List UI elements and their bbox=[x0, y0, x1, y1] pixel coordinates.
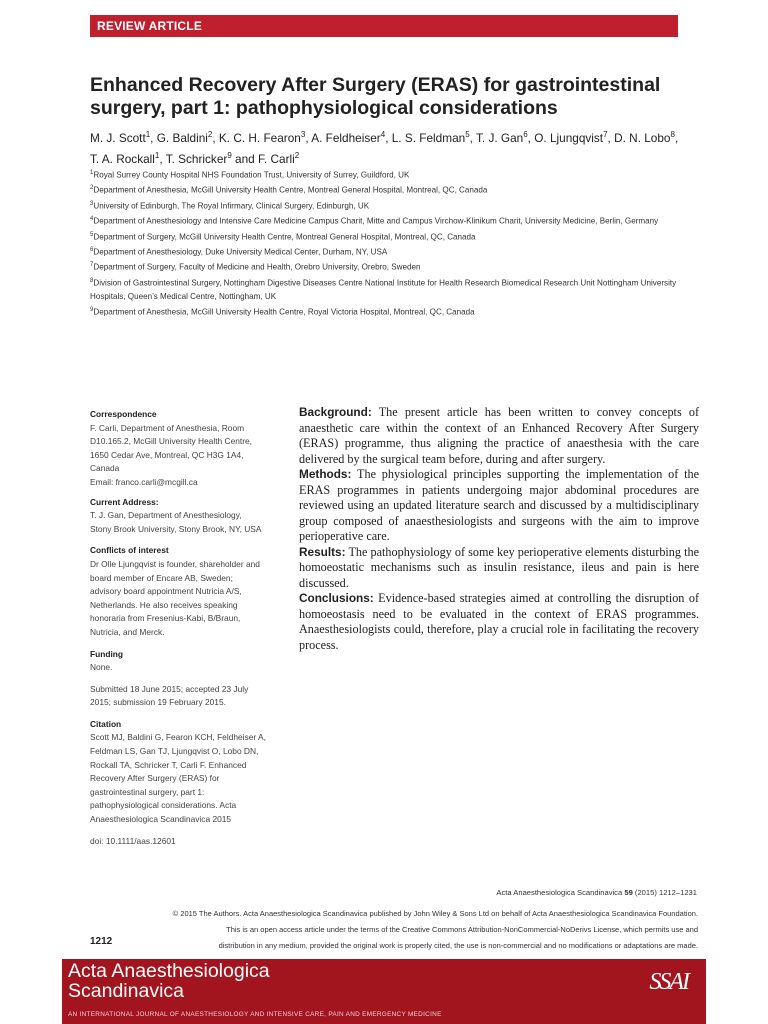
affiliation-text: Department of Surgery, McGill University Health Centre, Montreal General Hospital, Montreal, QC, Canada bbox=[93, 232, 476, 242]
affiliation-text: Division of Gastrointestinal Surgery, Nottingham Digestive Diseases Centre National Institute for Health Research Biomedical Research Unit Nottingham University Hospitals, Queen’s Medical Centre, Nottingham, UK bbox=[90, 278, 677, 302]
results-label: Results: bbox=[299, 544, 346, 559]
doi-link[interactable]: doi: 10.1111/aas.12601 bbox=[90, 835, 176, 846]
abstract-results bbox=[299, 545, 699, 592]
license-line-1: This is an open access article under the terms of the Creative Commons Attribution-NonCommercial-NoDerivs License, which permits use and bbox=[226, 925, 698, 934]
funding-heading: Funding bbox=[90, 648, 124, 659]
citation-heading: Citation bbox=[90, 718, 122, 729]
conclusions-label: Conclusions: bbox=[299, 591, 374, 605]
correspondence-text: F. Carli, Department of Anesthesia, Room D10.165.2, McGill University Health Centre, 1650 Cedar Ave, Montreal, QC H3G 1A4, Canada Email: franco.carli@mcgill.ca bbox=[90, 422, 252, 487]
affiliation-item bbox=[90, 198, 690, 213]
affiliation-number: 3 bbox=[90, 200, 94, 207]
author-name: T. J. Gan bbox=[475, 130, 524, 145]
affiliation-number: 1 bbox=[90, 170, 94, 176]
author-affiliation-marker: 1 bbox=[145, 130, 151, 139]
journal-name-line-2: Scandinavica bbox=[68, 980, 184, 1002]
author-list: M. J. Scott$^1$, G. Baldini$^2$, K. C. H. Fearon$^3$, A. Feldheiser$^4$, L. S. Feldman$^5$, T. J. Gan$^6$, O. Ljungqvist$^7$, D. N. Lobo$^8$, T. A. Rockall$^1$, T. Schricker$^9$ and F. Carli$^2$ bbox=[90, 130, 679, 166]
background-label: Background: bbox=[299, 405, 372, 419]
affiliation-number: 2 bbox=[90, 185, 94, 192]
affiliation-text: Royal Surrey County Hospital NHS Foundation Trust, University of Surrey, Guildford, UK bbox=[93, 170, 410, 180]
author-affiliation-marker: 8 bbox=[670, 130, 675, 139]
affiliation-item bbox=[90, 275, 690, 304]
author-affiliation-marker: 4 bbox=[380, 130, 386, 139]
ssai-logo: SSAI bbox=[649, 969, 688, 995]
article-title: Enhanced Recovery After Surgery (ERAS) for gastrointestinal surgery, part 1: pathophysiological considerations bbox=[90, 74, 661, 119]
author-affiliation-marker: 6 bbox=[523, 130, 528, 139]
author-affiliation-marker: 7 bbox=[603, 130, 608, 139]
author-name: F. Carli bbox=[258, 151, 295, 166]
affiliation-item bbox=[90, 213, 690, 228]
author-name: M. J. Scott bbox=[90, 130, 146, 145]
submission-dates: Submitted 18 June 2015; accepted 23 July 2015; submission 19 February 2015. bbox=[90, 683, 249, 708]
author-affiliation-marker: 3 bbox=[300, 130, 306, 139]
author-affiliation-marker: 1 bbox=[154, 150, 160, 160]
affiliation-item bbox=[90, 167, 690, 182]
current-address-heading: Current Address: bbox=[90, 496, 159, 507]
journal-name-line-1: Acta Anaesthesiologica bbox=[68, 960, 270, 982]
page-number: 1212 bbox=[90, 936, 113, 947]
author-name: D. N. Lobo bbox=[614, 130, 671, 145]
author-affiliation-marker: 2 bbox=[294, 150, 300, 160]
affiliation-number: 8 bbox=[90, 277, 94, 284]
affiliation-list bbox=[90, 167, 690, 319]
affiliation-number: 9 bbox=[90, 306, 94, 313]
affiliation-item bbox=[90, 259, 690, 274]
copyright-line: © 2015 The Authors. Acta Anaesthesiologica Scandinavica published by John Wiley & Sons Ltd on behalf of Acta Anaesthesiologica Scandinavica Foundation. bbox=[172, 909, 698, 918]
affiliation-text: Department of Anesthesiology and Intensive Care Medicine Campus Charit, Mitte and Campus Virchow-Klinikum Charit, University Medicine, Berlin, Germany bbox=[93, 216, 659, 226]
affiliation-text: Department of Anesthesia, McGill University Health Centre, Montreal General Hospital, Montreal, QC, Canada bbox=[93, 186, 488, 196]
author-affiliation-marker: 9 bbox=[227, 150, 232, 160]
affiliation-text: University of Edinburgh, The Royal Infirmary, Clinical Surgery, Edinburgh, UK bbox=[93, 201, 370, 211]
abstract bbox=[299, 405, 699, 653]
author-name: G. Baldini bbox=[156, 130, 208, 145]
conflicts-heading: Conflicts of interest bbox=[90, 545, 169, 556]
author-name: A. Feldheiser bbox=[311, 130, 381, 145]
author-name: T. A. Rockall bbox=[90, 151, 155, 166]
abstract-conclusions bbox=[299, 591, 699, 653]
abstract-methods bbox=[299, 467, 699, 545]
license-block bbox=[90, 906, 698, 954]
current-address-text: T. J. Gan, Department of Anesthesiology, Stony Brook University, Stony Brook, NY, USA bbox=[90, 510, 262, 534]
author-name: T. Schricker bbox=[165, 151, 228, 166]
author-name: O. Ljungqvist bbox=[534, 130, 604, 145]
conclusions-text: Evidence-based strategies aimed at controlling the disruption of homoeostasis need to be evaluated in the context of ERAS programmes. Anaesthesiologists could, therefore, play a crucial role in facilitating the recovery process. bbox=[299, 591, 699, 652]
license-line-2: distribution in any medium, provided the original work is properly cited, the use is non-commercial and no modifications or adaptations are made. bbox=[218, 941, 698, 950]
article-info-sidebar bbox=[90, 408, 290, 848]
article-type-banner: REVIEW ARTICLE bbox=[90, 15, 678, 37]
affiliation-text: Department of Anesthesiology, Duke University Medical Center, Durham, NY, USA bbox=[93, 247, 388, 257]
affiliation-item bbox=[90, 304, 690, 319]
methods-label: Methods: bbox=[299, 467, 352, 481]
affiliation-item bbox=[90, 244, 690, 259]
funding-text: None. bbox=[90, 662, 113, 673]
affiliation-number: 6 bbox=[90, 246, 94, 253]
journal-tagline: AN INTERNATIONAL JOURNAL OF ANAESTHESIOLOGY AND INTENSIVE CARE, PAIN AND EMERGENCY MEDICINE bbox=[68, 1011, 442, 1018]
conflicts-text: Dr Olle Ljungqvist is founder, shareholder and board member of Encare AB, Sweden; advisory board appointment Nutricia A/S, Netherlands. He also receives speaking honoraria from Fresenius-Kabi, B/Braun, Nutricia, and Merck. bbox=[90, 558, 260, 637]
results-text: The pathophysiology of some key perioperative elements disturbing the homoeostatic mechanisms such as insulin resistance, ileus and pain is here discussed. bbox=[299, 544, 700, 590]
methods-text: The physiological principles supporting the implementation of the ERAS programmes in patients undergoing major abdominal procedures are reviewed using an updated literature search and discussed by a multidisciplinary group composed of anaesthesiologists and surgeons with the aim to improve perioperative care. bbox=[299, 467, 699, 543]
author-affiliation-marker: 5 bbox=[465, 130, 470, 139]
journal-reference bbox=[496, 888, 697, 897]
citation-text: Scott MJ, Baldini G, Fearon KCH, Feldheiser A, Feldman LS, Gan TJ, Ljungqvist O, Lobo DN, Rockall TA, Schricker T, Carli F. Enhanced Recovery After Surgery (ERAS) for gastrointestinal surgery, part 1: pathophysiological considerations. Acta Anaesthesiologica Scandinavica 2015 bbox=[90, 732, 266, 825]
affiliation-number: 7 bbox=[90, 262, 94, 269]
journal-ref-name: Acta Anaesthesiologica Scandinavica bbox=[496, 888, 623, 897]
author-name: K. C. H. Fearon bbox=[218, 130, 301, 145]
correspondence-heading: Correspondence bbox=[90, 409, 157, 419]
journal-footer-banner bbox=[62, 959, 706, 1024]
affiliation-text: Department of Anesthesia, McGill University Health Centre, Royal Victoria Hospital, Montreal, QC, Canada bbox=[93, 307, 475, 317]
abstract-background bbox=[299, 405, 699, 467]
journal-ref-pages: (2015) 1212–1231 bbox=[634, 888, 697, 897]
affiliation-number: 5 bbox=[90, 231, 94, 238]
affiliation-item bbox=[90, 229, 690, 244]
background-text: The present article has been written to convey concepts of anaesthetic care within the context of an Enhanced Recovery After Surgery (ERAS) programme, thus aligning the practice of anaesthesia with the care delivered by the surgical team before, during and after surgery. bbox=[299, 405, 700, 466]
affiliation-number: 4 bbox=[90, 216, 94, 223]
author-affiliation-marker: 2 bbox=[207, 130, 213, 139]
journal-name bbox=[68, 961, 270, 1001]
journal-volume: 59 bbox=[624, 888, 633, 897]
affiliation-text: Department of Surgery, Faculty of Medicine and Health, Orebro University, Orebro, Sweden bbox=[93, 263, 421, 273]
author-name: L. S. Feldman bbox=[391, 130, 466, 145]
affiliation-item bbox=[90, 182, 690, 197]
